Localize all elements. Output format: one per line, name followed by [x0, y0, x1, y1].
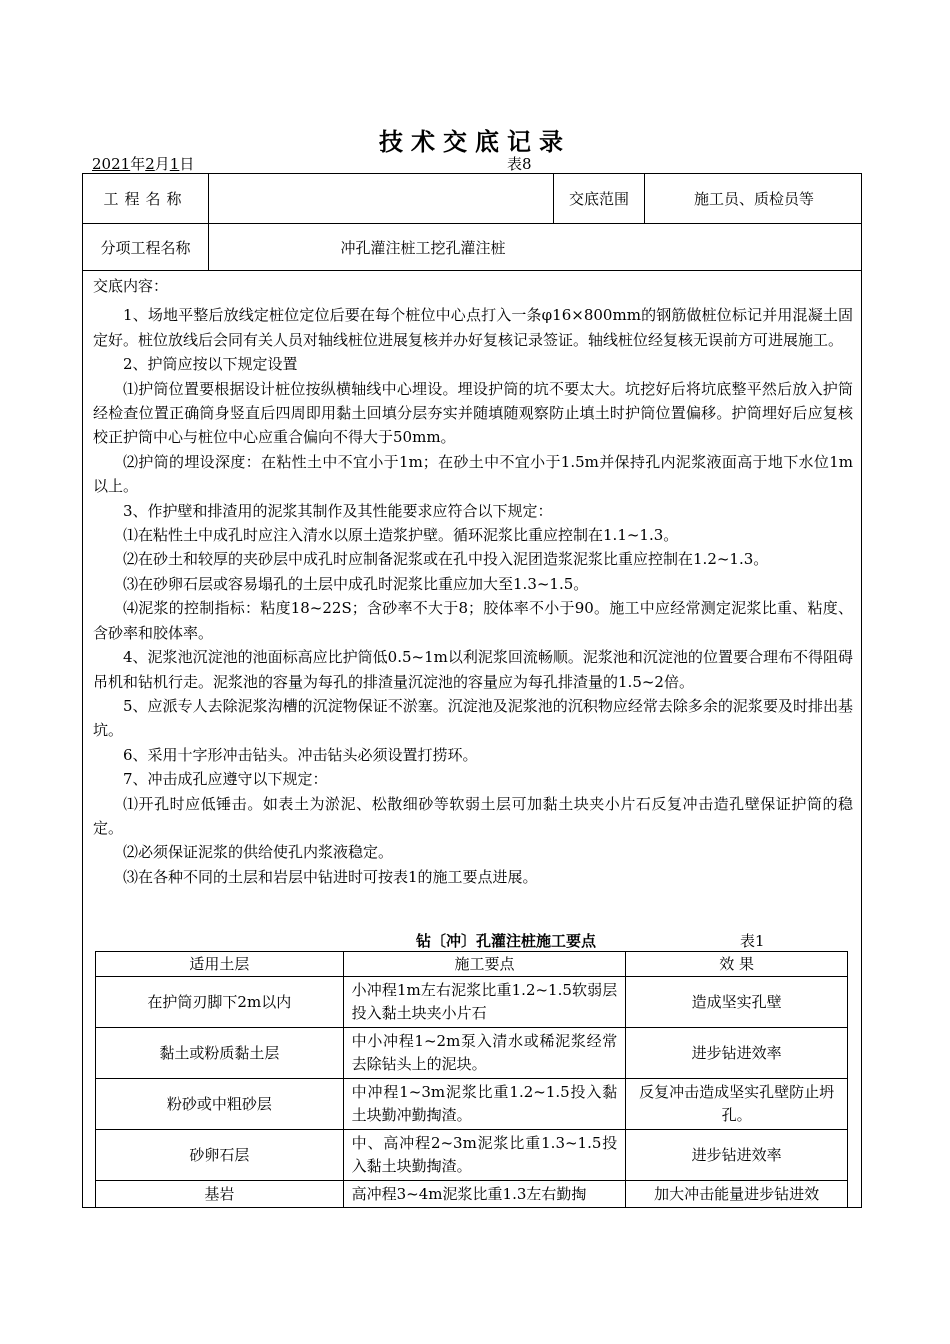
content-heading: 交底内容：	[93, 277, 169, 295]
sub-project-value: 冲孔灌注桩工挖孔灌注桩	[340, 238, 506, 257]
table-row	[96, 1028, 848, 1079]
key-points-cell: 中、高冲程2~3m泥浆比重1.3~1.5投入黏土块勤掏渣。	[343, 1130, 626, 1181]
project-name-label: 工程名称	[103, 190, 188, 208]
paragraph: ⑶在各种不同的土层和岩层中钻进时可按表1的施工要点进展。	[123, 867, 538, 886]
paragraph: ⑷泥浆的控制指标：粘度18~22S；含砂率不大于8；胶体率不小于90。施工中应经常测定泥浆比重、粘度、含砂率和胶体率。	[93, 599, 853, 642]
sub-project-label: 分项工程名称	[100, 238, 191, 257]
date-day-suffix: 日	[179, 155, 195, 173]
table-header-row	[96, 952, 848, 977]
table-row	[96, 1079, 848, 1130]
paragraph: 1、场地平整后放线定桩位定位后要在每个桩位中心点打入一条φ16×800mm的钢筋做桩位标记并用混凝土固定好。桩位放线后会同有关人员对轴线桩位进展复核并办好复核记录签证。轴线桩位经复核无误前方可进展施工。	[93, 306, 853, 349]
soil-layer-cell: 基岩	[96, 1181, 344, 1208]
subtable-title: 钻〔冲〕孔灌注桩施工要点	[416, 932, 597, 950]
paragraph: 6、采用十字形冲击钻头。冲击钻头必须设置打捞环。	[123, 745, 478, 764]
key-points-cell: 中冲程1~3m泥浆比重1.2~1.5投入黏土块勤冲勤掏渣。	[343, 1079, 626, 1130]
date-year-suffix: 年	[130, 155, 146, 173]
column-header: 适用土层	[96, 952, 344, 977]
date-year: 2021	[92, 155, 131, 173]
subtable-number: 表1	[740, 932, 765, 950]
paragraph: ⑵护筒的埋设深度：在粘性土中不宜小于1m；在砂土中不宜小于1.5m并保持孔内泥浆液面高于地下水位1m以上。	[93, 452, 853, 496]
soil-layer-cell: 在护筒刃脚下2m以内	[96, 977, 344, 1028]
paragraph: 4、泥浆池沉淀池的池面标高应比护筒低0.5~1m以利泥浆回流畅顺。泥浆池和沉淀池的位置要合理布不得阻碍吊机和钻机行走。泥浆池的容量为每孔的排渣量沉淀池的容量应为每孔排渣量的1.5~2倍。	[93, 648, 853, 691]
date-day: 1	[169, 155, 180, 173]
paragraph: 2、护筒应按以下规定设置	[123, 355, 298, 374]
soil-layer-cell: 黏土或粉质黏土层	[96, 1028, 344, 1079]
table-row	[96, 977, 848, 1028]
paragraph: ⑵必须保证泥浆的供给使孔内浆液稳定。	[123, 843, 394, 862]
soil-layer-cell: 砂卵石层	[96, 1130, 344, 1181]
paragraph: ⑴在粘性土中成孔时应注入清水以原土造浆护壁。循环泥浆比重应控制在1.1~1.3。	[123, 526, 679, 545]
column-header: 效 果	[626, 952, 848, 977]
soil-layer-cell: 粉砂或中粗砂层	[96, 1079, 344, 1130]
paragraph: 7、冲击成孔应遵守以下规定：	[123, 770, 328, 789]
table-number: 表8	[507, 155, 532, 173]
paragraph: ⑴护筒位置要根据设计桩位按纵横轴线中心埋设。埋设护筒的坑不要太大。坑挖好后将坑底整平然后放入护筒经检查位置正确筒身竖直后四周即用黏土回填分层夯实并随填随观察防止填土时护筒位置偏移。护筒埋好后应复核校正护筒中心与桩位中心应重合偏向不得大于50mm。	[93, 379, 853, 447]
effect-cell: 进步钻进效率	[626, 1028, 848, 1079]
page-title: 技术交底记录	[379, 127, 571, 156]
key-points-cell: 中小冲程1~2m泵入清水或稀泥浆经常去除钻头上的泥块。	[343, 1028, 626, 1079]
effect-cell: 造成坚实孔壁	[626, 977, 848, 1028]
scope-value: 施工员、质检员等	[693, 190, 814, 208]
paragraph: ⑶在砂卵石层或容易塌孔的土层中成孔时泥浆比重应加大至1.3~1.5。	[123, 574, 589, 593]
construction-points-table	[95, 951, 848, 1207]
effect-cell: 加大冲击能量进步钻进效	[626, 1181, 848, 1208]
scope-label: 交底范围	[568, 190, 629, 208]
date-month-suffix: 月	[154, 155, 170, 173]
paragraph: 5、应派专人去除泥浆沟槽的沉淀物保证不淤塞。沉淀池及泥浆池的沉积物应经常去除多余的泥浆要及时排出基坑。	[93, 696, 853, 740]
key-points-cell: 小冲程1m左右泥浆比重1.2~1.5软弱层投入黏土块夹小片石	[343, 977, 626, 1028]
paragraph: ⑵在砂土和较厚的夹砂层中成孔时应制备泥浆或在孔中投入泥团造浆泥浆比重应控制在1.2~1.3。	[123, 550, 769, 569]
column-header: 施工要点	[343, 952, 626, 977]
paragraph: 3、作护壁和排渣用的泥浆其制作及其性能要求应符合以下规定：	[123, 501, 553, 520]
effect-cell: 反复冲击造成坚实孔壁防止坍孔。	[626, 1079, 848, 1130]
effect-cell: 进步钻进效率	[626, 1130, 848, 1181]
table-row	[96, 1130, 848, 1181]
paragraph: ⑴开孔时应低锤击。如表土为淤泥、松散细砂等软弱土层可加黏土块夹小片石反复冲击造孔壁保证护筒的稳定。	[93, 794, 853, 837]
date-month: 2	[145, 155, 155, 173]
table-row	[96, 1181, 848, 1208]
key-points-cell: 高冲程3~4m泥浆比重1.3左右勤掏	[343, 1181, 626, 1208]
